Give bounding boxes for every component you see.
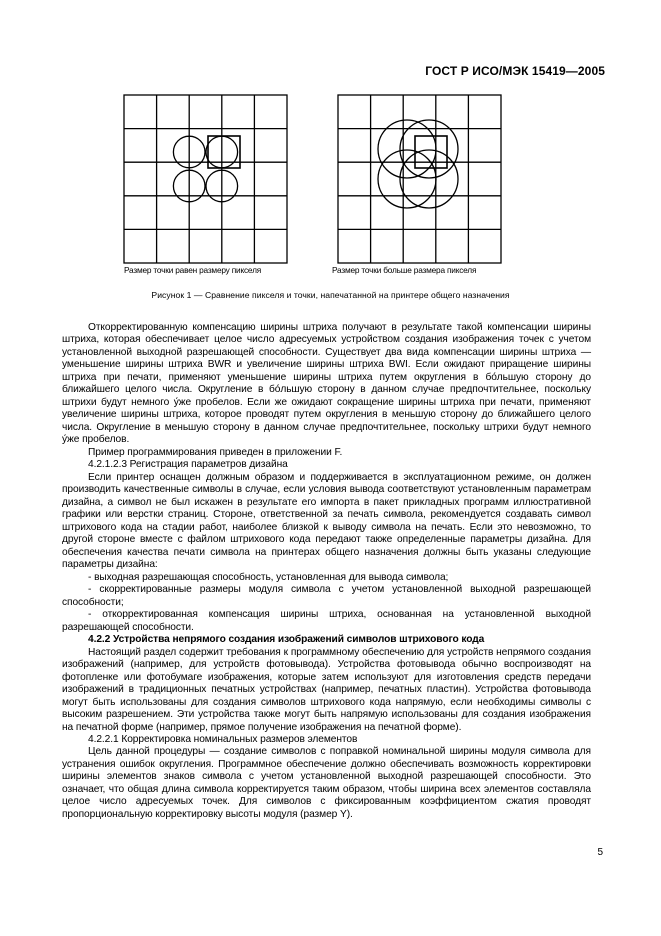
paragraph: Если принтер оснащен должным образом и поддерживается в эксплуатационном режиме, он должен производить качественные символы в случае, если условия вывода соответствуют установленным параметрам дизайна, а символ не был искажен в результате его импорта в пакет прикладных программ иллюстративной графики или верстки страниц. Стороне, ответственной за печать символа, рекомендуется создавать символ штрихового кода на стадии работ, наиболее близкой к выводу символа на печать. Если это невозможно, то другой стороне вместе с файлом штрихового кода передают также определенные параметры дизайна. Для обеспечения качества печати символа на принтерах общего назначения должны быть указаны следующие параметры дизайна: (62, 471, 591, 571)
document-header: ГОСТ Р ИСО/МЭК 15419—2005 (425, 64, 605, 78)
list-item: - скорректированные размеры модуля символа с учетом установленной выходной разрешающей способности; (62, 584, 591, 608)
figure (0, 0, 661, 300)
paragraph: Настоящий раздел содержит требования к программному обеспечению для устройств непрямого создания изображений (например, для устройств фотовывода). Устройства фотовывода обычно воспроизводят на фотопленке или фотобумаге изображения, которые затем используют для изготовления средств передачи изображений в традиционных печатных устройствах (например, печатных пластин). Устройства фотовывода могут быть использованы для создания символов штрихового кода напрямую, если необходимы символы с высоким разрешением. Эти устройства также могут быть напрямую использованы для создания изображения на печатной форме (например, прямое получение изображения на печатной форме). (62, 646, 591, 733)
page-number: 5 (597, 847, 603, 858)
paragraph: Пример программирования приведен в приложении F. (88, 446, 343, 458)
left-figure-label: Размер точки равен размеру пикселя (124, 265, 262, 275)
figure-caption: Рисунок 1 — Сравнение пикселя и точки, напечатанной на принтере общего назначения (151, 290, 510, 300)
paragraph: Откорректированную компенсацию ширины штриха получают в результате такой компенсации ширины штриха, которая обеспечивает целое число адресуемых устройством создания изображения точек с учетом установленной выходной разрешающей способности. Существует два вида компенсации ширины штриха — уменьшение ширины штриха BWR и увеличение ширины штриха BWI. Если ожидают приращение ширины штриха при печати, применяют уменьшение ширины штриха путем округления в бо́льшую сторону до ближайшего целого числа. Округление в бо́льшую сторону в данном случае предпочтительнее, поскольку штрихи будут немного у́же пробелов. Если же ожидают сокращение ширины штриха при печати, применяют увеличение ширины штриха, которое проводят путем округления в меньшую сторону до ближайшего целого числа. Округление в меньшую сторону в данном случае предпочтительнее, поскольку штрихи будут немного у́же пробелов. (62, 322, 591, 446)
right-figure-label: Размер точки больше размера пикселя (332, 265, 477, 275)
left-grid-diagram (123, 94, 288, 264)
section-heading: 4.2.1.2.3 Регистрация параметров дизайна (88, 459, 288, 471)
list-item: - выходная разрешающая способность, установленная для вывода символа; (88, 571, 449, 583)
section-heading-bold: 4.2.2 Устройства непрямого создания изображений символов штрихового кода (88, 634, 485, 646)
paragraph: Цель данной процедуры — создание символов с поправкой номинальной ширины модуля символа для устранения ошибок округления. Программное обеспечение должно обеспечивать возможность корректировки ширины элементов знаков символа с учетом установленной выходной разрешающей способности. Это означает, что общая длина символа корректируется таким образом, чтобы ширина всех элементов составляла целое число адресуемых точек. Для символов с фиксированным коэффициентом сжатия проводят пропорциональную корректировку высоты модуля (размер Y). (62, 746, 591, 820)
list-item: - откорректированная компенсация ширины штриха, основанная на установленной выходной разрешающей способности. (62, 609, 591, 633)
body-text (62, 322, 591, 821)
section-heading: 4.2.2.1 Корректировка номинальных размеров элементов (88, 733, 358, 745)
right-grid-diagram (337, 94, 502, 264)
